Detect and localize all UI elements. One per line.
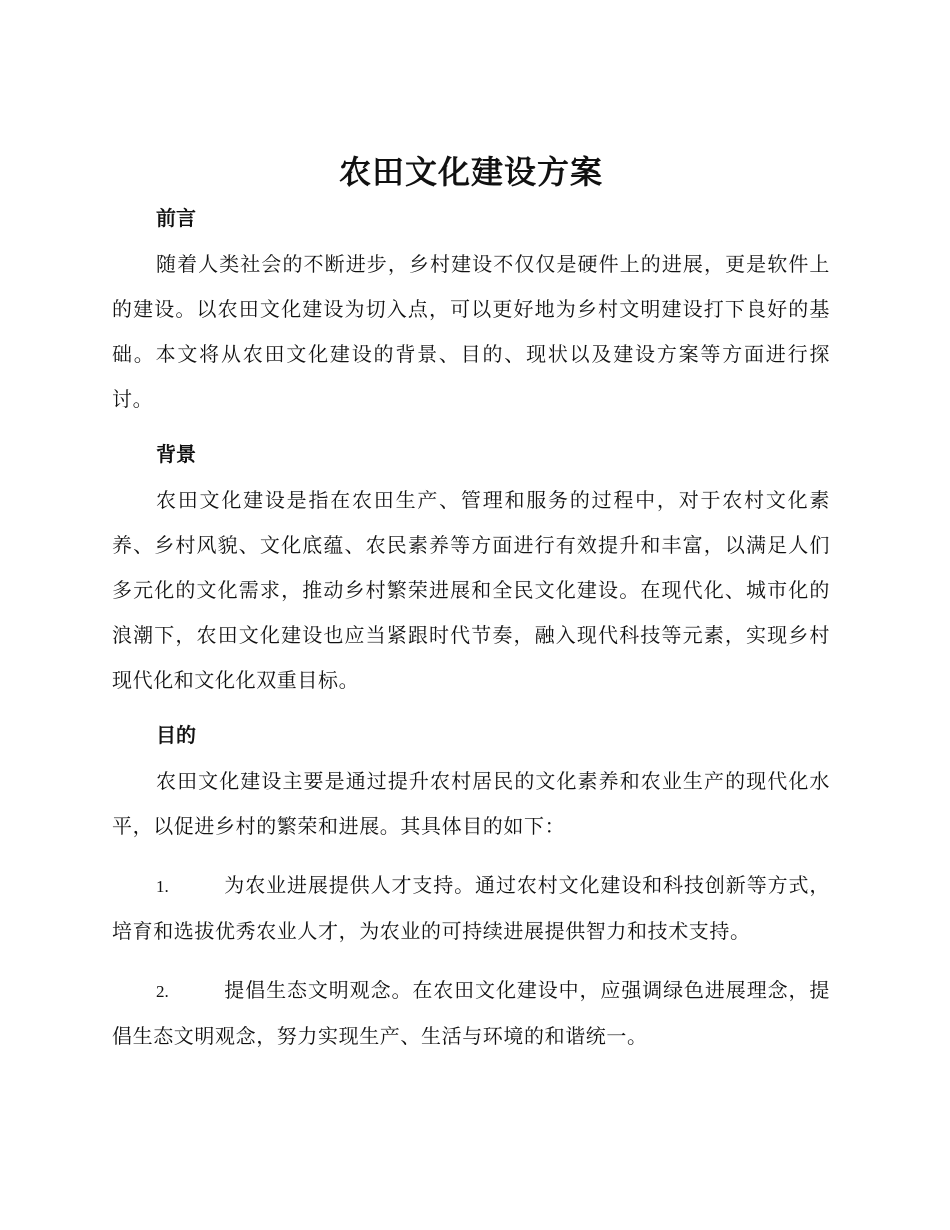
purpose-list-item <box>112 863 830 954</box>
document-body <box>112 148 830 1059</box>
list-item-number: 2. <box>156 982 169 1001</box>
purpose-paragraph: 农田文化建设主要是通过提升农村居民的文化素养和农业生产的现代化水平，以促进乡村的繁荣和进展。其具体目的如下： <box>112 769 830 838</box>
section-heading-purpose: 目的 <box>156 723 196 747</box>
preface-paragraph: 随着人类社会的不断进步，乡村建设不仅仅是硬件上的进展，更是软件上的建设。以农田文化建设为切入点，可以更好地为乡村文明建设打下良好的基础。本文将从农田文化建设的背景、目的、现状以及建设方案等方面进行探讨。 <box>112 252 830 411</box>
section-heading-preface: 前言 <box>156 206 196 230</box>
document-title: 农田文化建设方案 <box>338 153 603 191</box>
list-item-number: 1. <box>156 877 169 896</box>
background-paragraph: 农田文化建设是指在农田生产、管理和服务的过程中，对于农村文化素养、乡村风貌、文化底蕴、农民素养等方面进行有效提升和丰富，以满足人们多元化的文化需求，推动乡村繁荣进展和全民文化建设。在现代化、城市化的浪潮下，农田文化建设也应当紧跟时代节奏，融入现代科技等元素，实现乡村现代化和文化化双重目标。 <box>112 488 830 692</box>
section-heading-background: 背景 <box>156 442 196 466</box>
list-item-text: 提倡生态文明观念。在农田文化建设中，应强调绿色进展理念，提倡生态文明观念，努力实现生产、生活与环境的和谐统一。 <box>112 978 830 1048</box>
purpose-list-item <box>112 968 830 1059</box>
list-item-text: 为农业进展提供人才支持。通过农村文化建设和科技创新等方式，培育和选拔优秀农业人才，为农业的可持续进展提供智力和技术支持。 <box>112 873 830 943</box>
